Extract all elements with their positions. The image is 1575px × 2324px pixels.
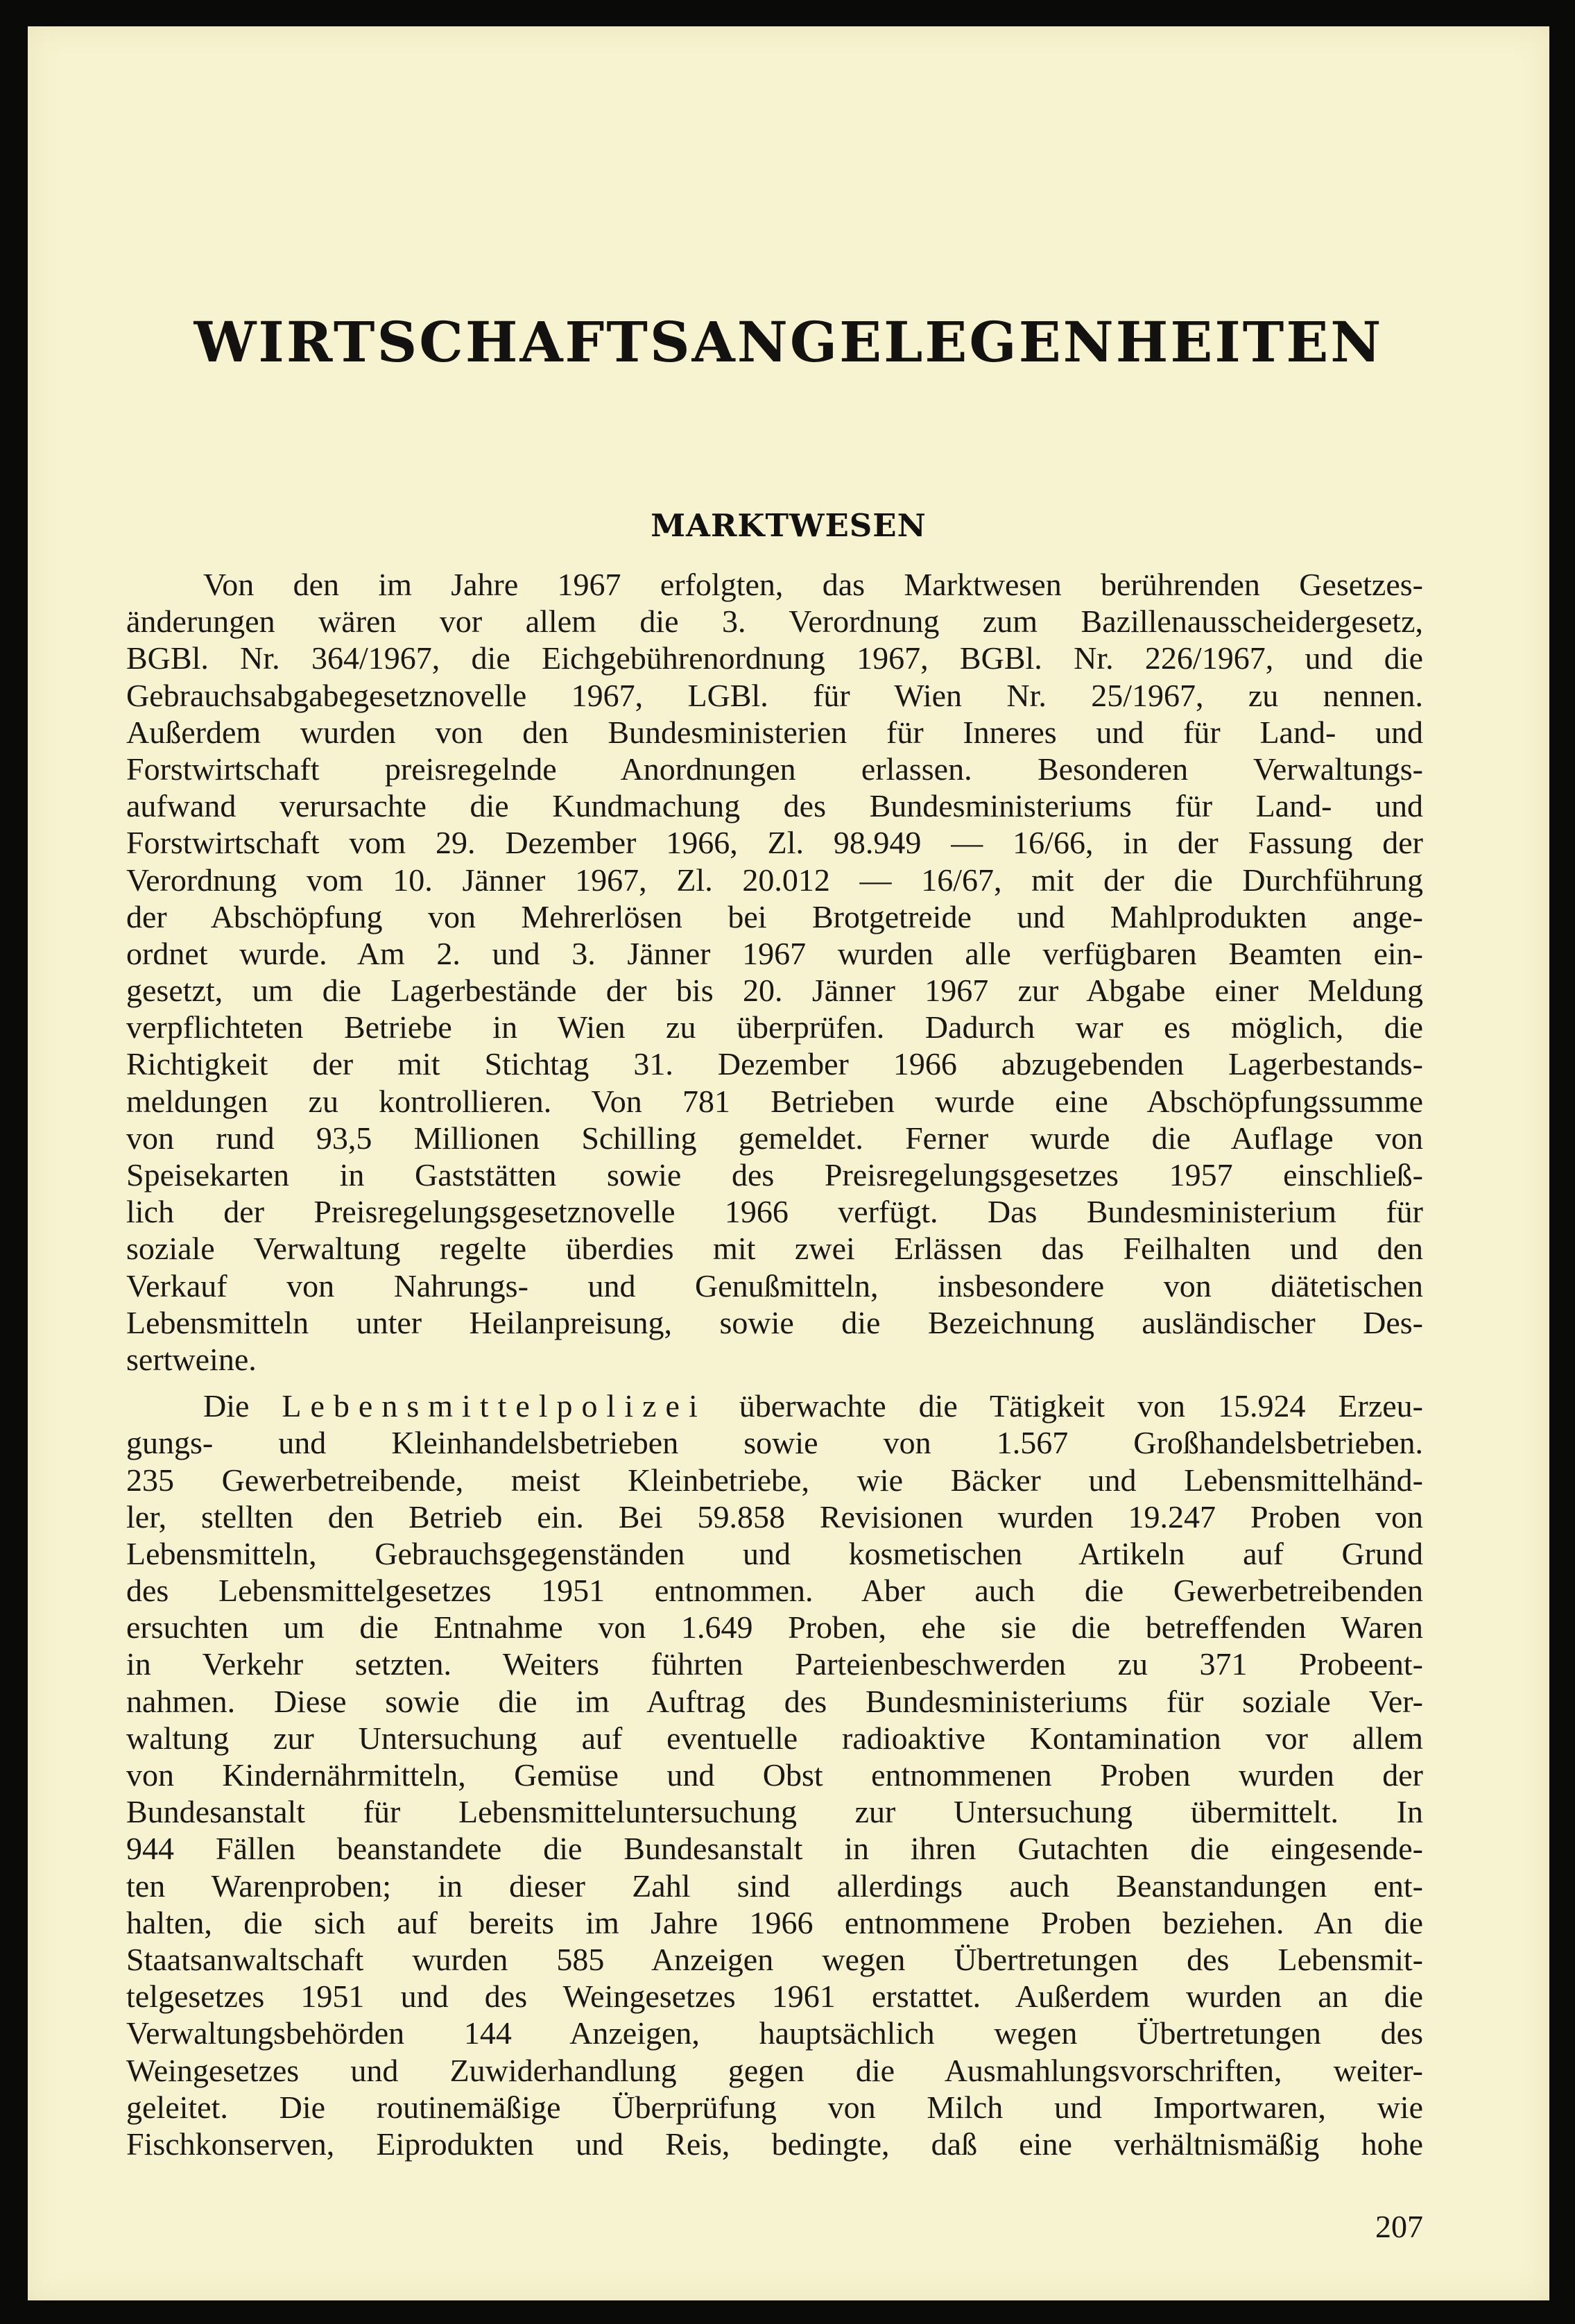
- text-line: Bundesanstalt für Lebensmitteluntersuchung zur Untersuchung übermittelt. In: [126, 1794, 1423, 1830]
- text-line: Weingesetzes und Zuwiderhandlung gegen die Ausmahlungsvorschriften, weiter-: [126, 2052, 1423, 2088]
- text-line: nahmen. Diese sowie die im Auftrag des Bundesministeriums für soziale Ver-: [126, 1683, 1423, 1719]
- text-line: aufwand verursachte die Kundmachung des Bundesministeriums für Land- und: [126, 788, 1423, 824]
- text-line: Lebensmitteln, Gebrauchsgegenständen und kosmetischen Artikeln auf Grund: [126, 1535, 1423, 1571]
- text-line-first: [126, 1387, 1423, 1424]
- text-line: meldungen zu kontrollieren. Von 781 Betrieben wurde eine Abschöpfungssumme: [126, 1083, 1423, 1119]
- text-line: Fischkonserven, Eiprodukten und Reis, bedingte, daß eine verhältnismäßig hohe: [126, 2126, 1423, 2162]
- text-line: von rund 93,5 Millionen Schilling gemeldet. Ferner wurde die Auflage von: [126, 1120, 1423, 1156]
- text-line: Staatsanwaltschaft wurden 585 Anzeigen wegen Übertretungen des Lebensmit-: [126, 1941, 1423, 1977]
- text-line: in Verkehr setzten. Weiters führten Parteienbeschwerden zu 371 Probeent-: [126, 1646, 1423, 1682]
- spaced-term: Lebensmittelpolizei: [282, 1388, 707, 1424]
- text-line: BGBl. Nr. 364/1967, die Eichgebührenordnung 1967, BGBl. Nr. 226/1967, und die: [126, 640, 1423, 676]
- text-line: von Kindernährmitteln, Gemüse und Obst entnommenen Proben wurden der: [126, 1757, 1423, 1793]
- text-line: waltung zur Untersuchung auf eventuelle radioaktive Kontamination vor allem: [126, 1720, 1423, 1756]
- text-line: gesetzt, um die Lagerbestände der bis 20. Jänner 1967 zur Abgabe einer Meldung: [126, 973, 1423, 1009]
- text-line: 944 Fällen beanstandete die Bundesanstalt in ihren Gutachten die eingesende-: [126, 1831, 1423, 1867]
- paragraph-marktwesen-changes: [126, 566, 1423, 1378]
- text-line: Speisekarten in Gaststätten sowie des Preisregelungsgesetzes 1957 einschließ-: [126, 1157, 1423, 1193]
- document-page: [28, 26, 1549, 2300]
- text-line: der Abschöpfung von Mehrerlösen bei Brotgetreide und Mahlprodukten ange-: [126, 898, 1423, 934]
- first-line-rest: überwachte die Tätigkeit von 15.924 Erzeu-: [739, 1388, 1423, 1424]
- text-line: ten Warenproben; in dieser Zahl sind allerdings auch Beanstandungen ent-: [126, 1868, 1423, 1904]
- text-line: änderungen wären vor allem die 3. Verordnung zum Bazillenausscheidergesetz,: [126, 604, 1423, 640]
- text-line: Verordnung vom 10. Jänner 1967, Zl. 20.012 — 16/67, mit der die Durchführung: [126, 862, 1423, 898]
- text-line: des Lebensmittelgesetzes 1951 entnommen. Aber auch die Gewerbetreibenden: [126, 1573, 1423, 1609]
- text-line: soziale Verwaltung regelte überdies mit zwei Erlässen das Feilhalten und den: [126, 1231, 1423, 1267]
- text-line: Außerdem wurden von den Bundesministerien für Inneres und für Land- und: [126, 714, 1423, 750]
- text-line: lich der Preisregelungsgesetznovelle 1966 verfügt. Das Bundesministerium für: [126, 1194, 1423, 1230]
- text-line: sertweine.: [126, 1341, 257, 1377]
- text-line: Lebensmitteln unter Heilanpreisung, sowie die Bezeichnung ausländischer Des-: [126, 1304, 1423, 1340]
- text-line: verpflichteten Betriebe in Wien zu überprüfen. Dadurch war es möglich, die: [126, 1009, 1423, 1045]
- text-line: ersuchten um die Entnahme von 1.649 Proben, ehe sie die betreffenden Waren: [126, 1609, 1423, 1646]
- paragraph-lebensmittelpolizei: [126, 1387, 1423, 2162]
- text-line: geleitet. Die routinemäßige Überprüfung von Milch und Importwaren, wie: [126, 2089, 1423, 2125]
- chapter-title: WIRTSCHAFTSANGELEGENHEITEN: [193, 309, 1384, 375]
- text-line: 235 Gewerbetreibende, meist Kleinbetriebe, wie Bäcker und Lebensmittelhänd-: [126, 1462, 1423, 1498]
- text-line: telgesetzes 1951 und des Weingesetzes 1961 erstattet. Außerdem wurden an die: [126, 1979, 1423, 2015]
- page-number: 207: [1375, 2209, 1423, 2244]
- text-line: Verkauf von Nahrungs- und Genußmitteln, insbesondere von diätetischen: [126, 1267, 1423, 1304]
- text-line: Forstwirtschaft vom 29. Dezember 1966, Zl. 98.949 — 16/66, in der Fassung der: [126, 825, 1423, 861]
- text-line: ler, stellten den Betrieb ein. Bei 59.858 Revisionen wurden 19.247 Proben von: [126, 1498, 1423, 1535]
- body-text: [126, 566, 1423, 2162]
- section-title: MARKTWESEN: [651, 507, 927, 544]
- text-line: Von den im Jahre 1967 erfolgten, das Marktwesen berührenden Gesetzes-: [203, 567, 1423, 602]
- text-line: Forstwirtschaft preisregelnde Anordnungen erlassen. Besonderen Verwaltungs-: [126, 751, 1423, 787]
- text-line: halten, die sich auf bereits im Jahre 1966 entnommene Proben beziehen. An die: [126, 1904, 1423, 1940]
- text-line: ordnet wurde. Am 2. und 3. Jänner 1967 wurden alle verfügbaren Beamten ein-: [126, 935, 1423, 971]
- paragraph-gap: [126, 1378, 1423, 1387]
- text-line: Gebrauchsabgabegesetznovelle 1967, LGBl. für Wien Nr. 25/1967, zu nennen.: [126, 677, 1423, 713]
- text-line: Richtigkeit der mit Stichtag 31. Dezember 1966 abzugebenden Lagerbestands-: [126, 1046, 1423, 1082]
- text-line: Verwaltungsbehörden 144 Anzeigen, hauptsächlich wegen Übertretungen des: [126, 2015, 1423, 2051]
- lead-in-word: Die: [203, 1388, 250, 1424]
- text-line: gungs- und Kleinhandelsbetrieben sowie von 1.567 Großhandelsbetrieben.: [126, 1425, 1423, 1461]
